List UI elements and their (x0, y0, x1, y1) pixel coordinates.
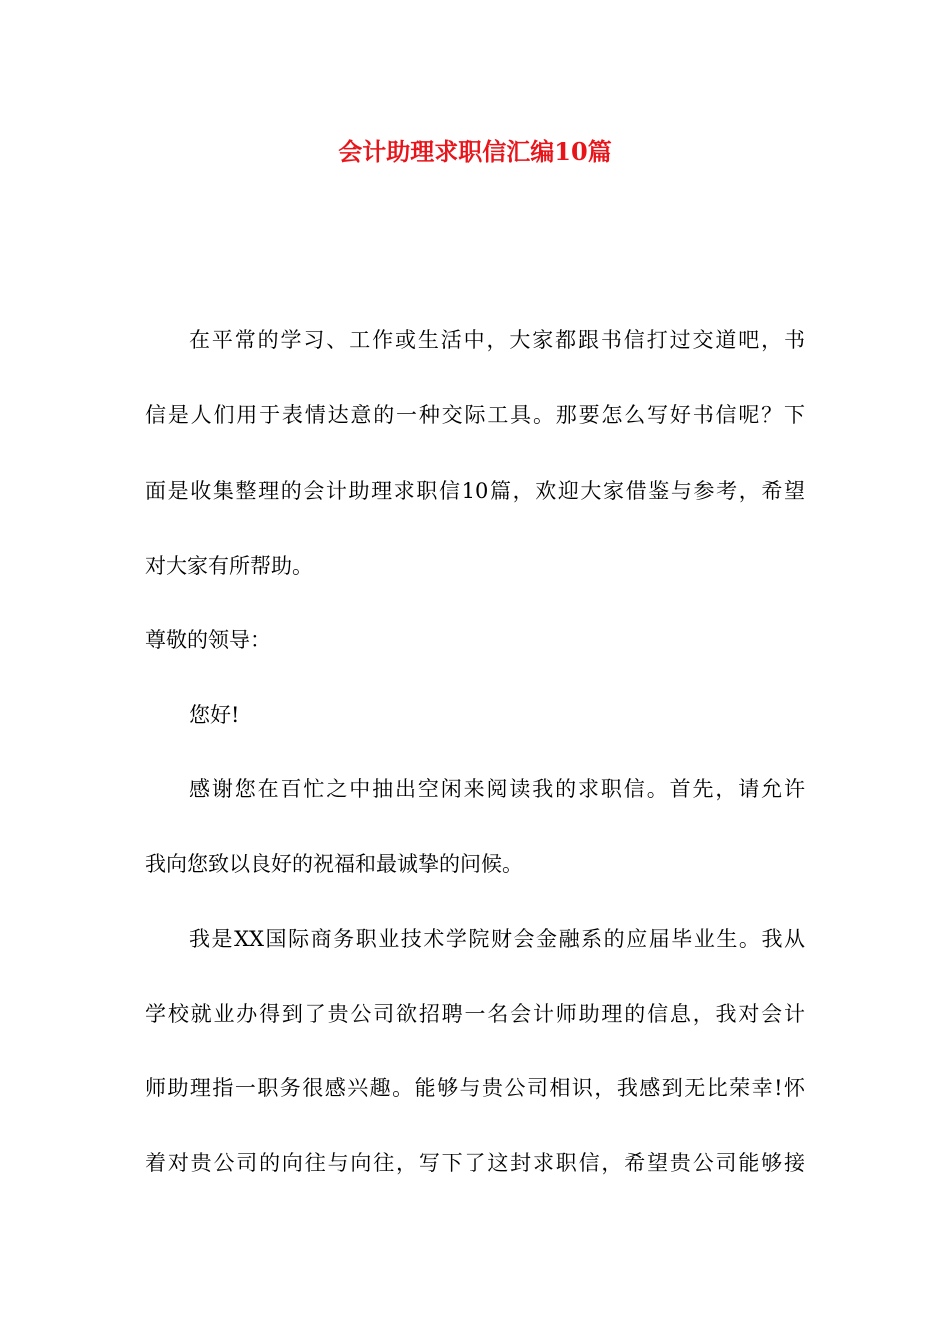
paragraph-line: 我是XX国际商务职业技术学院财会金融系的应届毕业生。我从 (189, 927, 805, 951)
greeting: 您好! (189, 703, 240, 727)
paragraph-line: 面是收集整理的会计助理求职信10篇，欢迎大家借鉴与参考，希望 (145, 479, 805, 503)
paragraph-line: 感谢您在百忙之中抽出空闲来阅读我的求职信。首先，请允许 (189, 777, 805, 801)
paragraph-line: 信是人们用于表情达意的一种交际工具。那要怎么写好书信呢？下 (145, 403, 805, 427)
paragraph-line: 师助理指一职务很感兴趣。能够与贵公司相识，我感到无比荣幸!怀 (145, 1076, 805, 1100)
paragraph-line: 在平常的学习、工作或生活中，大家都跟书信打过交道吧，书 (189, 328, 805, 352)
document-title: 会计助理求职信汇编10篇 (338, 137, 612, 166)
paragraph-line: 学校就业办得到了贵公司欲招聘一名会计师助理的信息，我对会计 (145, 1002, 805, 1026)
paragraph-line: 我向您致以良好的祝福和最诚挚的问候。 (145, 852, 523, 876)
salutation: 尊敬的领导： (145, 628, 271, 652)
paragraph-line: 对大家有所帮助。 (145, 554, 313, 578)
paragraph-line: 着对贵公司的向往与向往，写下了这封求职信，希望贵公司能够接 (145, 1151, 805, 1175)
